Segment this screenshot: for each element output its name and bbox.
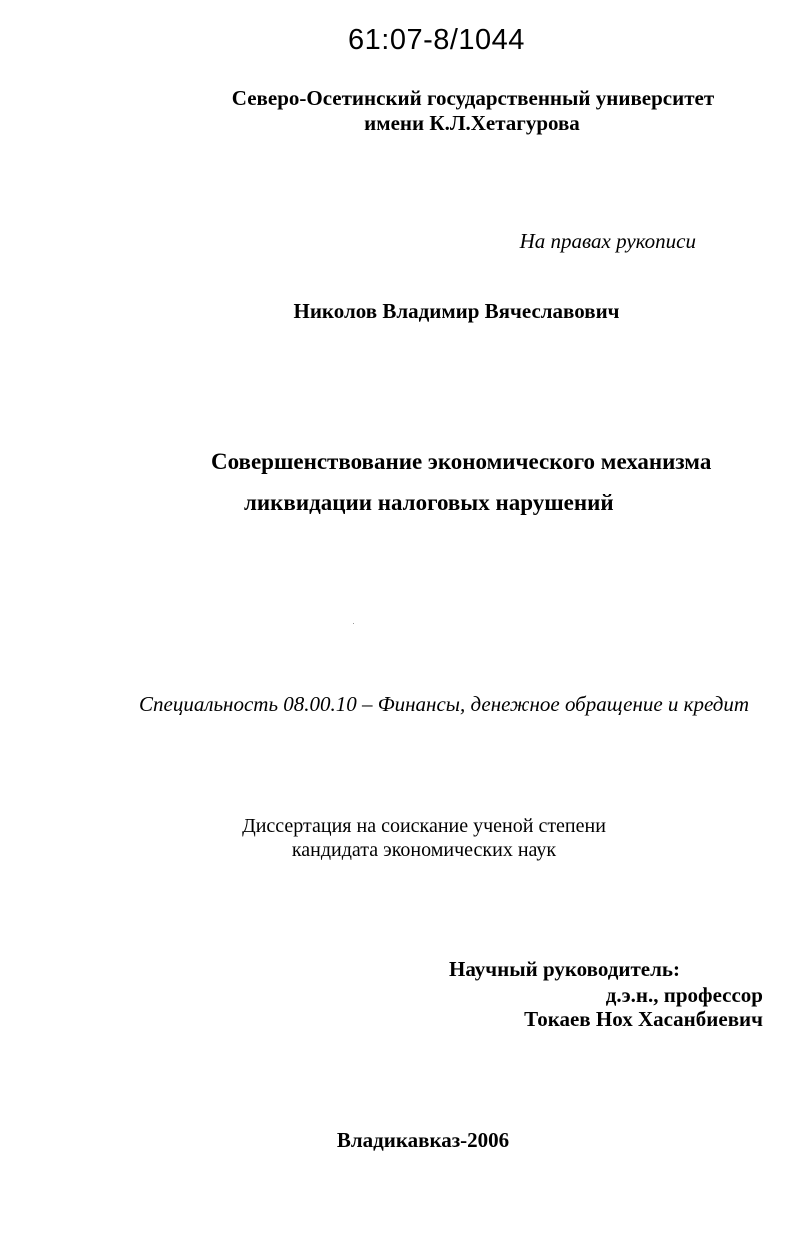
supervisor-degree: д.э.н., профессор [605, 983, 763, 1007]
supervisor-name: Токаев Нох Хасанбиевич [524, 1007, 763, 1031]
university-name-line2: имени К.Л.Хетагурова [364, 111, 580, 135]
thesis-title-line2: ликвидации налоговых нарушений [244, 490, 614, 515]
supervisor-label: Научный руководитель: [449, 957, 680, 981]
scan-speck [353, 623, 354, 624]
thesis-title-line1: Совершенствование экономического механизма [211, 449, 712, 474]
dissertation-line2: кандидата экономических наук [291, 839, 557, 861]
catalog-number: 61:07-8/1044 [348, 24, 525, 56]
city-year: Владикавказ-2006 [336, 1128, 510, 1152]
specialty-line: Специальность 08.00.10 – Финансы, денежное обращение и кредит [139, 692, 750, 716]
manuscript-note: На правах рукописи [519, 229, 696, 253]
author-name: Николов Владимир Вячеславович [293, 299, 620, 323]
university-name: Северо-Осетинский государственный университет [231, 86, 715, 110]
dissertation-line1: Диссертация на соискание ученой степени [242, 815, 606, 837]
